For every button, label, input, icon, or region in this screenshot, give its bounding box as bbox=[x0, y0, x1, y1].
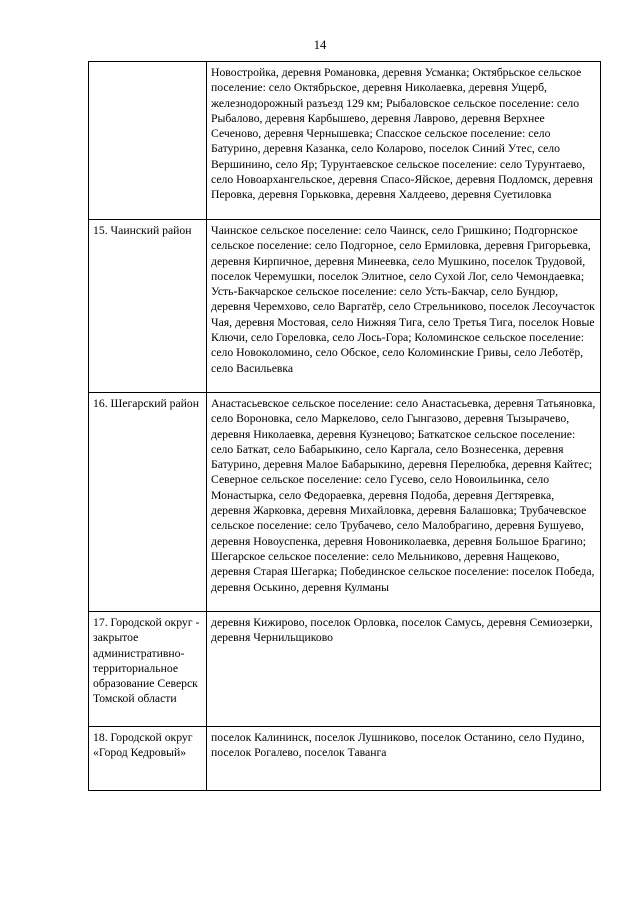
table-row bbox=[89, 220, 601, 393]
district-cell: 16. Шегарский район bbox=[89, 393, 207, 612]
table-row bbox=[89, 62, 601, 220]
page-number: 14 bbox=[313, 38, 327, 52]
district-cell bbox=[89, 62, 207, 220]
table-row bbox=[89, 727, 601, 791]
settlements-cell: деревня Кижирово, поселок Орловка, поселок Самусь, деревня Семиозерки, деревня Чернильщиково bbox=[207, 612, 601, 727]
district-cell: 18. Городской округ «Город Кедровый» bbox=[89, 727, 207, 791]
settlements-cell: Чаинское сельское поселение: село Чаинск, село Гришкино; Подгорнское сельское поселение: село Подгорное, село Ермиловка, деревня Григорьевка, деревня Кирпичное, деревня Минеевка, село Мушкино, поселок Трудовой, поселок Черемушки, поселок Элитное, село Сухой Лог, село Чемондаевка; Усть-Бакчарское сельское поселение: село Усть-Бакчар, село Бундюр, деревня Черемхово, село Варгатёр, село Стрельниково, поселок Лесоучасток Чая, деревня Мостовая, село Нижняя Тига, село Третья Тига, поселок Новые Ключи, село Гореловка, село Лось-Гора; Коломинское сельское поселение: село Новоколомино, село Обское, село Коломинские Гривы, село Леботёр, село Васильевка bbox=[207, 220, 601, 393]
table-row bbox=[89, 393, 601, 612]
district-cell: 17. Городской округ - закрытое административно-территориальное образование Северск Томской области bbox=[89, 612, 207, 727]
settlements-cell: поселок Калининск, поселок Лушниково, поселок Останино, село Пудино, поселок Рогалево, поселок Таванга bbox=[207, 727, 601, 791]
settlements-table bbox=[88, 61, 601, 791]
settlements-cell: Анастасьевское сельское поселение: село Анастасьевка, деревня Татьяновка, село Вороновка, село Маркелово, село Гынгазово, деревня Тызырачево, деревня Николаевка, деревня Кузнецово; Баткатское сельское поселение: село Баткат, село Бабарыкино, село Каргала, село Вознесенка, деревня Батурино, деревня Малое Бабарыкино, деревня Перелюбка, деревня Кайтес; Северное сельское поселение: село Гусево, село Новоильинка, село Монастырка, село Федораевка, деревня Подоба, деревня Дегтяревка, деревня Жарковка, деревня Михайловка, деревня Балашовка; Трубачевское сельское поселение: село Трубачево, село Малобрагино, деревня Бушуево, деревня Новоуспенка, деревня Новониколаевка, деревня Большое Брагино; Шегарское сельское поселение: село Мельниково, деревня Нащеково, деревня Старая Шегарка; Побединское сельское поселение: поселок Победа, деревня Оськино, деревня Кулманы bbox=[207, 393, 601, 612]
table-row bbox=[89, 612, 601, 727]
settlements-cell: Новостройка, деревня Романовка, деревня Усманка; Октябрьское сельское поселение: село Октябрьское, деревня Николаевка, деревня Ущерб, железнодорожный разъезд 129 км; Рыбаловское сельское поселение: село Рыбалово, деревня Карбышево, деревня Лаврово, деревня Верхнее Сеченово, деревня Чернышевка; Спасское сельское поселение: село Батурино, деревня Казанка, село Коларово, поселок Синий Утес, село Вершинино, село Яр; Турунтаевское сельское поселение: село Турунтаево, село Новоархангельское, деревня Спасо-Яйское, деревня Подломск, деревня Перовка, деревня Горьковка, деревня Халдеево, деревня Суетиловка bbox=[207, 62, 601, 220]
district-cell: 15. Чаинский район bbox=[89, 220, 207, 393]
